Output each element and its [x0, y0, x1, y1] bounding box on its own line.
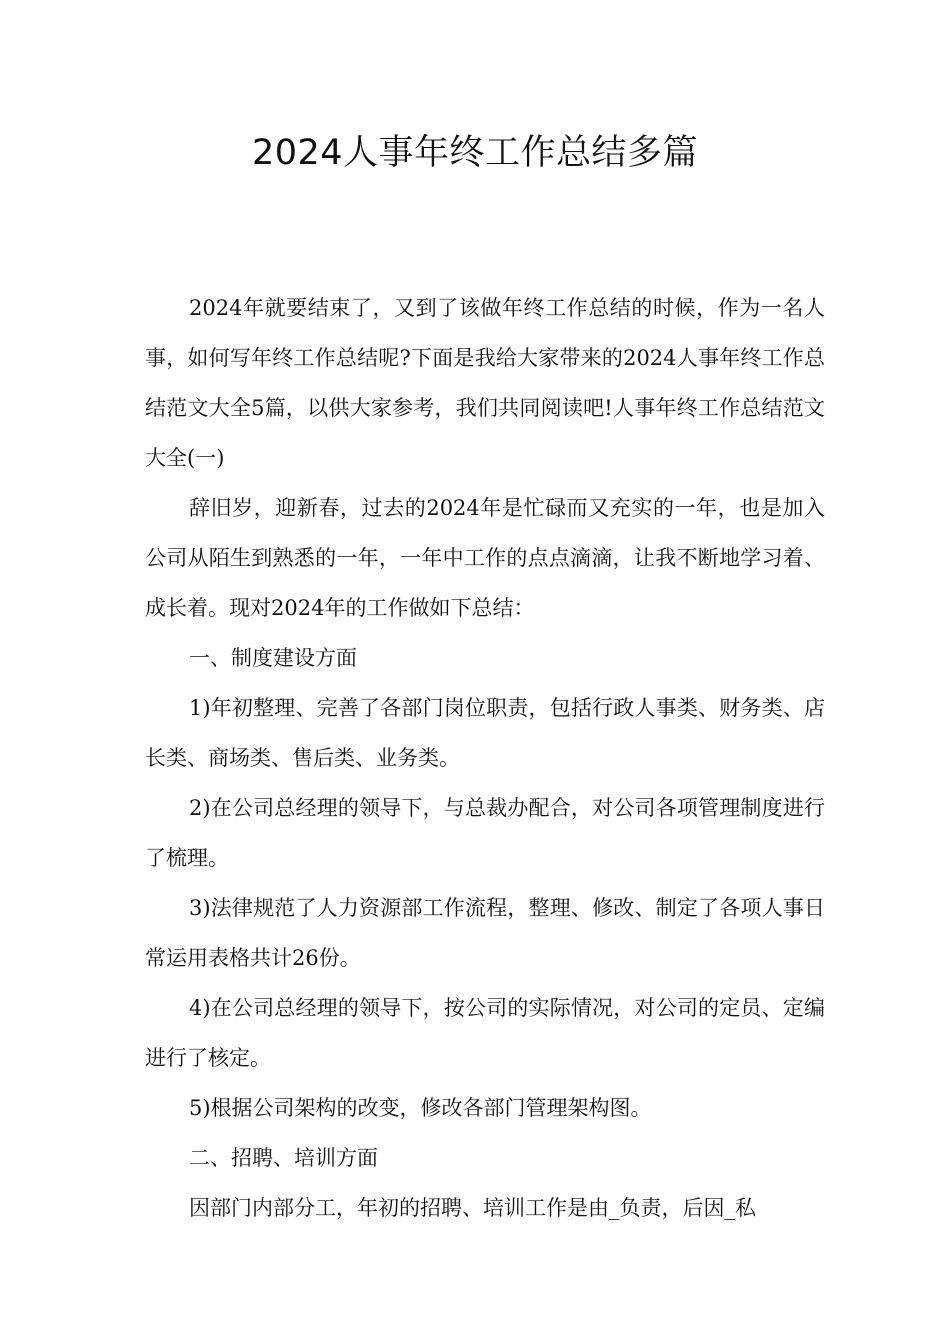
document-title: 2024人事年终工作总结多篇	[251, 133, 699, 173]
paragraph-item-4: 4)在公司总经理的领导下，按公司的实际情况，对公司的定员、定编进行了核定。	[145, 996, 825, 1070]
document-body	[145, 283, 825, 1233]
paragraph-opening: 辞旧岁，迎新春，过去的2024年是忙碌而又充实的一年，也是加入公司从陌生到熟悉的一年，一年中工作的点点滴滴，让我不断地学习着、成长着。现对2024年的工作做如下总结：	[145, 496, 825, 620]
paragraph-intro: 2024年就要结束了，又到了该做年终工作总结的时候，作为一名人事，如何写年终工作总结呢?下面是我给大家带来的2024人事年终工作总结范文大全5篇，以供大家参考，我们共同阅读吧!人事年终工作总结范文大全(一)	[145, 296, 825, 470]
paragraph-recruitment: 因部门内部分工，年初的招聘、培训工作是由_负责，后因_私	[189, 1196, 756, 1220]
section-heading-system: 一、制度建设方面	[189, 646, 357, 670]
paragraph-item-5: 5)根据公司架构的改变，修改各部门管理架构图。	[189, 1096, 652, 1120]
section-heading-recruitment: 二、招聘、培训方面	[189, 1146, 378, 1170]
paragraph-item-1: 1)年初整理、完善了各部门岗位职责，包括行政人事类、财务类、店长类、商场类、售后类、业务类。	[145, 696, 825, 770]
paragraph-item-3: 3)法律规范了人力资源部工作流程，整理、修改、制定了各项人事日常运用表格共计26份。	[145, 896, 825, 970]
paragraph-item-2: 2)在公司总经理的领导下，与总裁办配合，对公司各项管理制度进行了梳理。	[145, 796, 825, 870]
